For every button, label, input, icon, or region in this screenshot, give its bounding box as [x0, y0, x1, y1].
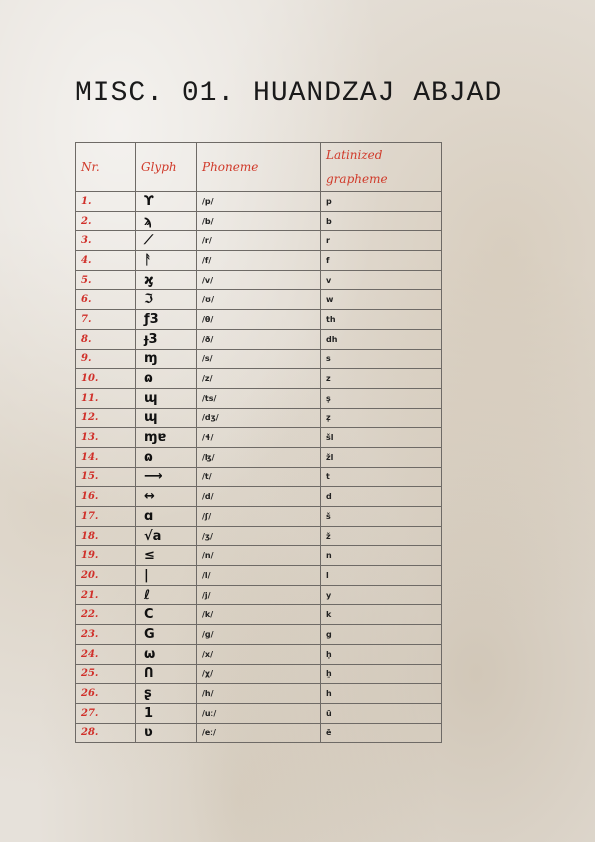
grapheme-cell: s	[321, 349, 442, 369]
glyph-cell: ⟋	[136, 231, 197, 251]
row-number: 12.	[76, 408, 136, 428]
grapheme-cell: t	[321, 467, 442, 487]
row-number: 4.	[76, 251, 136, 271]
glyph-cell: ω	[136, 644, 197, 664]
phoneme-cell: /ɮ/	[197, 447, 321, 467]
phoneme-cell: /t/	[197, 467, 321, 487]
phoneme-cell: /p/	[197, 192, 321, 212]
table-row	[76, 546, 442, 566]
phoneme-cell: /j/	[197, 585, 321, 605]
grapheme-cell: b	[321, 211, 442, 231]
glyph-cell: ℑ	[136, 290, 197, 310]
table-row	[76, 408, 442, 428]
row-number: 18.	[76, 526, 136, 546]
grapheme-cell: h	[321, 684, 442, 704]
row-number: 28.	[76, 723, 136, 743]
table-row	[76, 585, 442, 605]
phoneme-cell: /dʒ/	[197, 408, 321, 428]
table-row	[76, 388, 442, 408]
table-row	[76, 625, 442, 645]
phoneme-cell: /x/	[197, 644, 321, 664]
header-latinized-grapheme: Latinized grapheme	[321, 143, 442, 192]
glyph-cell: ɷ	[136, 369, 197, 389]
glyph-cell: |	[136, 566, 197, 586]
glyph-cell: ᚨ	[136, 251, 197, 271]
phoneme-cell: /uː/	[197, 703, 321, 723]
phoneme-cell: /d/	[197, 487, 321, 507]
phoneme-cell: /z/	[197, 369, 321, 389]
grapheme-cell: š	[321, 507, 442, 527]
row-number: 6.	[76, 290, 136, 310]
phoneme-cell: /k/	[197, 605, 321, 625]
table-row	[76, 447, 442, 467]
table-row	[76, 526, 442, 546]
row-number: 17.	[76, 507, 136, 527]
phoneme-cell: /ɬ/	[197, 428, 321, 448]
glyph-cell: √a	[136, 526, 197, 546]
table-row	[76, 192, 442, 212]
grapheme-cell: z	[321, 369, 442, 389]
row-number: 15.	[76, 467, 136, 487]
row-number: 26.	[76, 684, 136, 704]
glyph-cell: ɰ	[136, 408, 197, 428]
phoneme-cell: /l/	[197, 566, 321, 586]
grapheme-cell: l	[321, 566, 442, 586]
phoneme-cell: /s/	[197, 349, 321, 369]
phoneme-cell: /ʊ/	[197, 290, 321, 310]
row-number: 23.	[76, 625, 136, 645]
row-number: 1.	[76, 192, 136, 212]
glyph-cell: ɷ	[136, 447, 197, 467]
table-row	[76, 349, 442, 369]
glyph-cell: ɟ3	[136, 329, 197, 349]
table-row	[76, 703, 442, 723]
glyph-cell: G	[136, 625, 197, 645]
row-number: 21.	[76, 585, 136, 605]
row-number: 14.	[76, 447, 136, 467]
row-number: 3.	[76, 231, 136, 251]
table-row	[76, 605, 442, 625]
row-number: 16.	[76, 487, 136, 507]
row-number: 20.	[76, 566, 136, 586]
grapheme-cell: ẓ	[321, 408, 442, 428]
phoneme-cell: /h/	[197, 684, 321, 704]
grapheme-cell: ū	[321, 703, 442, 723]
table-row	[76, 211, 442, 231]
table-row	[76, 566, 442, 586]
glyph-cell: ℓ	[136, 585, 197, 605]
phoneme-cell: /b/	[197, 211, 321, 231]
phoneme-cell: /v/	[197, 270, 321, 290]
glyph-cell: ɰ	[136, 388, 197, 408]
grapheme-cell: w	[321, 290, 442, 310]
glyph-cell: ƒ3	[136, 310, 197, 330]
grapheme-cell: n	[321, 546, 442, 566]
phoneme-cell: /eː/	[197, 723, 321, 743]
table-row	[76, 487, 442, 507]
row-number: 8.	[76, 329, 136, 349]
row-number: 25.	[76, 664, 136, 684]
glyph-cell: 1	[136, 703, 197, 723]
grapheme-cell: ž	[321, 526, 442, 546]
table-row	[76, 329, 442, 349]
row-number: 24.	[76, 644, 136, 664]
grapheme-cell: žl	[321, 447, 442, 467]
glyph-cell: ⟶	[136, 467, 197, 487]
row-number: 22.	[76, 605, 136, 625]
grapheme-cell: g	[321, 625, 442, 645]
table-row	[76, 723, 442, 743]
table-header-row	[76, 143, 442, 192]
grapheme-cell: ṣ	[321, 388, 442, 408]
phoneme-cell: /ɡ/	[197, 625, 321, 645]
grapheme-cell: ḥ	[321, 644, 442, 664]
phoneme-cell: /f/	[197, 251, 321, 271]
glyph-cell: ʋ	[136, 723, 197, 743]
row-number: 2.	[76, 211, 136, 231]
table-row	[76, 644, 442, 664]
phoneme-cell: /r/	[197, 231, 321, 251]
row-number: 5.	[76, 270, 136, 290]
row-number: 10.	[76, 369, 136, 389]
table-row	[76, 310, 442, 330]
grapheme-cell: y	[321, 585, 442, 605]
phoneme-cell: /n/	[197, 546, 321, 566]
header-nr: Nr.	[76, 143, 136, 192]
grapheme-cell: r	[321, 231, 442, 251]
glyph-cell: ɱ	[136, 349, 197, 369]
glyph-cell: C	[136, 605, 197, 625]
glyph-cell: ϒ	[136, 192, 197, 212]
glyph-cell: ɑ	[136, 507, 197, 527]
row-number: 7.	[76, 310, 136, 330]
grapheme-cell: v	[321, 270, 442, 290]
grapheme-cell: th	[321, 310, 442, 330]
table-row	[76, 290, 442, 310]
table-row	[76, 467, 442, 487]
glyph-cell: ϡ	[136, 211, 197, 231]
phoneme-cell: /ʒ/	[197, 526, 321, 546]
phoneme-cell: /ts/	[197, 388, 321, 408]
phoneme-cell: /ð/	[197, 329, 321, 349]
glyph-cell: ʂ	[136, 684, 197, 704]
table-row	[76, 270, 442, 290]
table-row	[76, 428, 442, 448]
row-number: 19.	[76, 546, 136, 566]
table-row	[76, 369, 442, 389]
glyph-cell: ϗ	[136, 270, 197, 290]
grapheme-cell: ē	[321, 723, 442, 743]
table-row	[76, 231, 442, 251]
header-glyph: Glyph	[136, 143, 197, 192]
table-row	[76, 664, 442, 684]
grapheme-cell: d	[321, 487, 442, 507]
row-number: 9.	[76, 349, 136, 369]
row-number: 27.	[76, 703, 136, 723]
header-phoneme: Phoneme	[197, 143, 321, 192]
table-row	[76, 684, 442, 704]
grapheme-cell: ẖ	[321, 664, 442, 684]
abjad-table	[75, 142, 442, 743]
glyph-cell: Ո	[136, 664, 197, 684]
grapheme-cell: dh	[321, 329, 442, 349]
table-body	[76, 192, 442, 743]
phoneme-cell: /ʃ/	[197, 507, 321, 527]
table-row	[76, 507, 442, 527]
table-row	[76, 251, 442, 271]
page-title: MISC. 01. HUANDZAJ ABJAD	[75, 78, 503, 109]
phoneme-cell: /θ/	[197, 310, 321, 330]
row-number: 11.	[76, 388, 136, 408]
grapheme-cell: k	[321, 605, 442, 625]
grapheme-cell: f	[321, 251, 442, 271]
glyph-cell: ↔	[136, 487, 197, 507]
glyph-cell: ≤	[136, 546, 197, 566]
row-number: 13.	[76, 428, 136, 448]
grapheme-cell: šl	[321, 428, 442, 448]
glyph-cell: ɱɐ	[136, 428, 197, 448]
grapheme-cell: p	[321, 192, 442, 212]
phoneme-cell: /χ/	[197, 664, 321, 684]
